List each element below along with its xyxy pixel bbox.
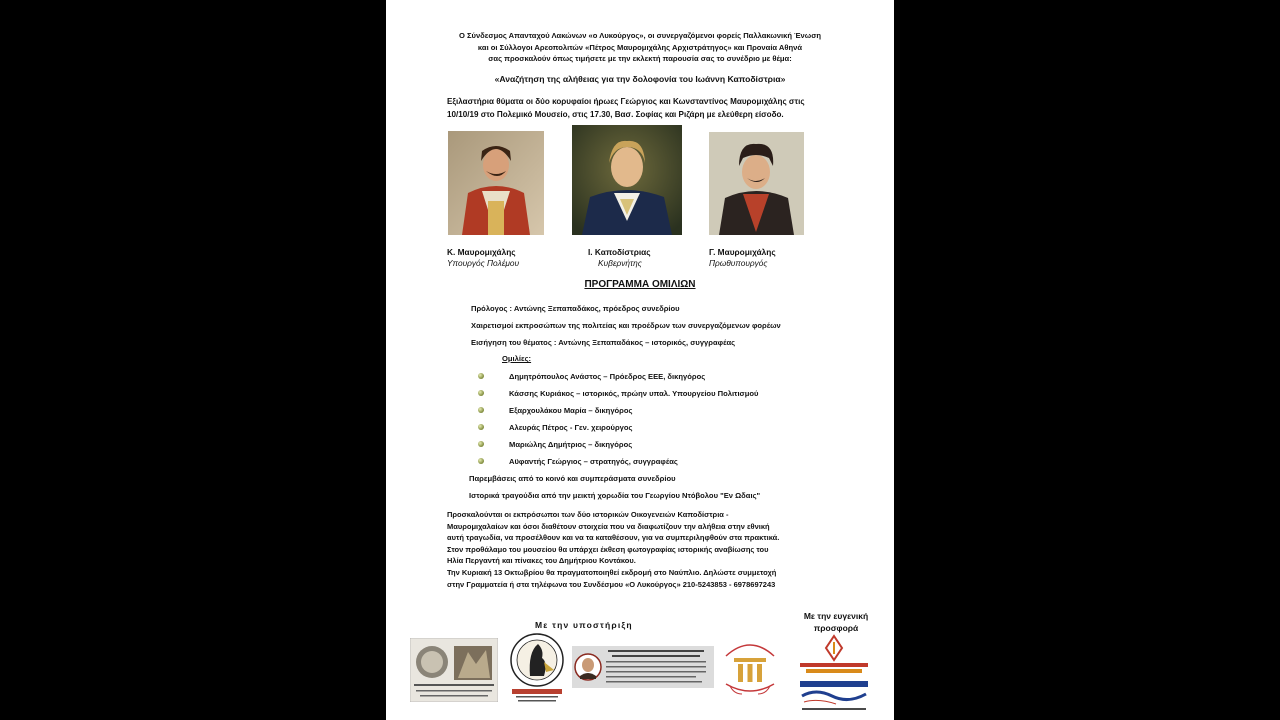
intro-line: Ο Σύνδεσμος Απανταχού Λακώνων «ο Λυκούργος», οι συνεργαζόμενοι φορείς Παλλακωνική Ένωση	[458, 31, 822, 40]
courtesy-label	[786, 610, 886, 634]
pallakoniki-logo-icon	[508, 632, 566, 704]
closing-line: αυτή τραγωδία, να προσέλθουν και να τα καταθέσουν, για να συμπεριληφθούν στα πρακτικά.	[447, 533, 780, 543]
courtesy-line: προσφορά	[813, 623, 859, 633]
courtesy-line: Με την ευγενική	[803, 611, 869, 621]
portrait-name: Κ. Μαυρομιχάλης	[447, 247, 516, 257]
delpolanis-catering-logo-icon	[796, 678, 872, 714]
details-line: 10/10/19 στο Πολεμικό Μουσείο, στις 17.30, Βασ. Σοφίας και Ριζάρη με ελεύθερη είσοδο.	[447, 110, 784, 119]
portrait-role: Πρωθυπουργός	[709, 258, 768, 268]
details-line: Εξιλαστήρια θύματα οι δύο κορυφαίοι ήρωες Γεώργιος και Κωνσταντίνος Μαυρομιχάλης στις	[447, 97, 805, 106]
programme-title: ΠΡΟΓΡΑΜΜΑ ΟΜΙΛΙΩΝ	[584, 279, 696, 290]
invitation-page	[386, 0, 894, 720]
closing-line: Μαυρομιχαλαίων και όσοι διαθέτουν στοιχεία που να διαφωτίζουν την αλήθεια στην εθνική	[447, 521, 770, 531]
speaker-item: Εξαρχουλάκου Μαρία – δικηγόρος	[509, 406, 633, 415]
portrait-name: Γ. Μαυρομιχάλης	[709, 247, 776, 257]
portrait-role: Κυβερνήτης	[598, 258, 642, 268]
programme-after-item: Παρεμβάσεις από το κοινό και συμπεράσματα συνεδρίου	[469, 474, 676, 483]
portrait-mavromichalis-k-icon	[448, 131, 544, 235]
intro-line: σας προσκαλούν όπως τιμήσετε με την εκλεκτή παρουσία σας το συνέδριο με θέμα:	[488, 54, 792, 64]
closing-line: Ηλία Περγαντή και πίνακες του Δημήτριου Κοντάκου.	[447, 556, 636, 566]
fryktories-logo-icon	[798, 634, 870, 676]
programme-item: Χαιρετισμοί εκπροσώπων της πολιτείας και προέδρων των συνεργαζόμενων φορέων	[471, 321, 781, 330]
areopolites-logo-icon	[572, 646, 714, 688]
portrait-name: Ι. Καποδίστριας	[588, 247, 651, 257]
bullet-icon	[478, 390, 484, 396]
conference-details	[447, 95, 887, 121]
bullet-icon	[478, 441, 484, 447]
speaker-item: Μαριώλης Δημήτριος – δικηγόρος	[509, 440, 633, 449]
pronaia-athina-logo-icon	[720, 636, 780, 698]
closing-line: στην Γραμματεία ή στα τηλέφωνα του Συνδέσμου «Ο Λυκούργος» 210-5243853 - 6978697243	[447, 579, 776, 589]
portrait-role: Υπουργός Πολέμου	[447, 258, 520, 268]
closing-text	[447, 509, 887, 590]
programme-after-item: Ιστορικά τραγούδια από την μεικτή χορωδία του Γεωργίου Ντόβολου "Εν Ωδαις"	[469, 491, 761, 500]
programme-item: Εισήγηση του θέματος : Αντώνης Ξεπαπαδάκος – ιστορικός, συγγραφέας	[471, 338, 736, 347]
support-label: Με την υποστήριξη	[535, 620, 633, 630]
speaker-item: Αϋφαντής Γεώργιος – στρατηγός, συγγραφέας	[509, 457, 678, 466]
speaker-item: Δημητρόπουλος Ανάστος – Πρόεδρος ΕΕΕ, δικηγόρος	[509, 372, 706, 381]
bullet-icon	[478, 424, 484, 430]
portrait-mavromichalis-g-icon	[709, 132, 804, 235]
lykourgos-logo-icon	[410, 638, 498, 702]
conference-subject: «Αναζήτηση της αλήθειας για την δολοφονία του Ιωάννη Καποδίστρια»	[494, 74, 786, 84]
bullet-icon	[478, 407, 484, 413]
closing-line: Στον προθάλαμο του μουσείου θα υπάρχει έκθεση φωτογραφίας ιστορικής αναβίωσης του	[447, 544, 769, 554]
speakers-heading: Ομιλίες:	[502, 354, 532, 363]
speaker-item: Κάσσης Κυριάκος – ιστορικός, πρώην υπαλ. Υπουργείου Πολιτισμού	[509, 389, 759, 398]
closing-line: Προσκαλούνται οι εκπρόσωποι των δύο ιστορικών Οικογενειών Καποδίστρια -	[447, 510, 729, 519]
bullet-icon	[478, 458, 484, 464]
intro-line: και οι Σύλλογοι Αρεοπολιτών «Πέτρος Μαυρομιχάλης Αρχιστράτηγος» και Προναία Αθηνά	[477, 42, 803, 52]
bullet-icon	[478, 373, 484, 379]
portrait-kapodistrias-icon	[572, 125, 682, 235]
closing-line: Την Κυριακή 13 Οκτωβρίου θα πραγματοποιηθεί εκδρομή στο Ναύπλιο. Δηλώστε συμμετοχή	[447, 567, 777, 577]
programme-item: Πρόλογος : Αντώνης Ξεπαπαδάκος, πρόεδρος συνεδρίου	[471, 304, 680, 313]
invitation-intro	[386, 30, 894, 65]
speaker-item: Αλευράς Πέτρος - Γεν. χειρούργος	[509, 423, 633, 432]
